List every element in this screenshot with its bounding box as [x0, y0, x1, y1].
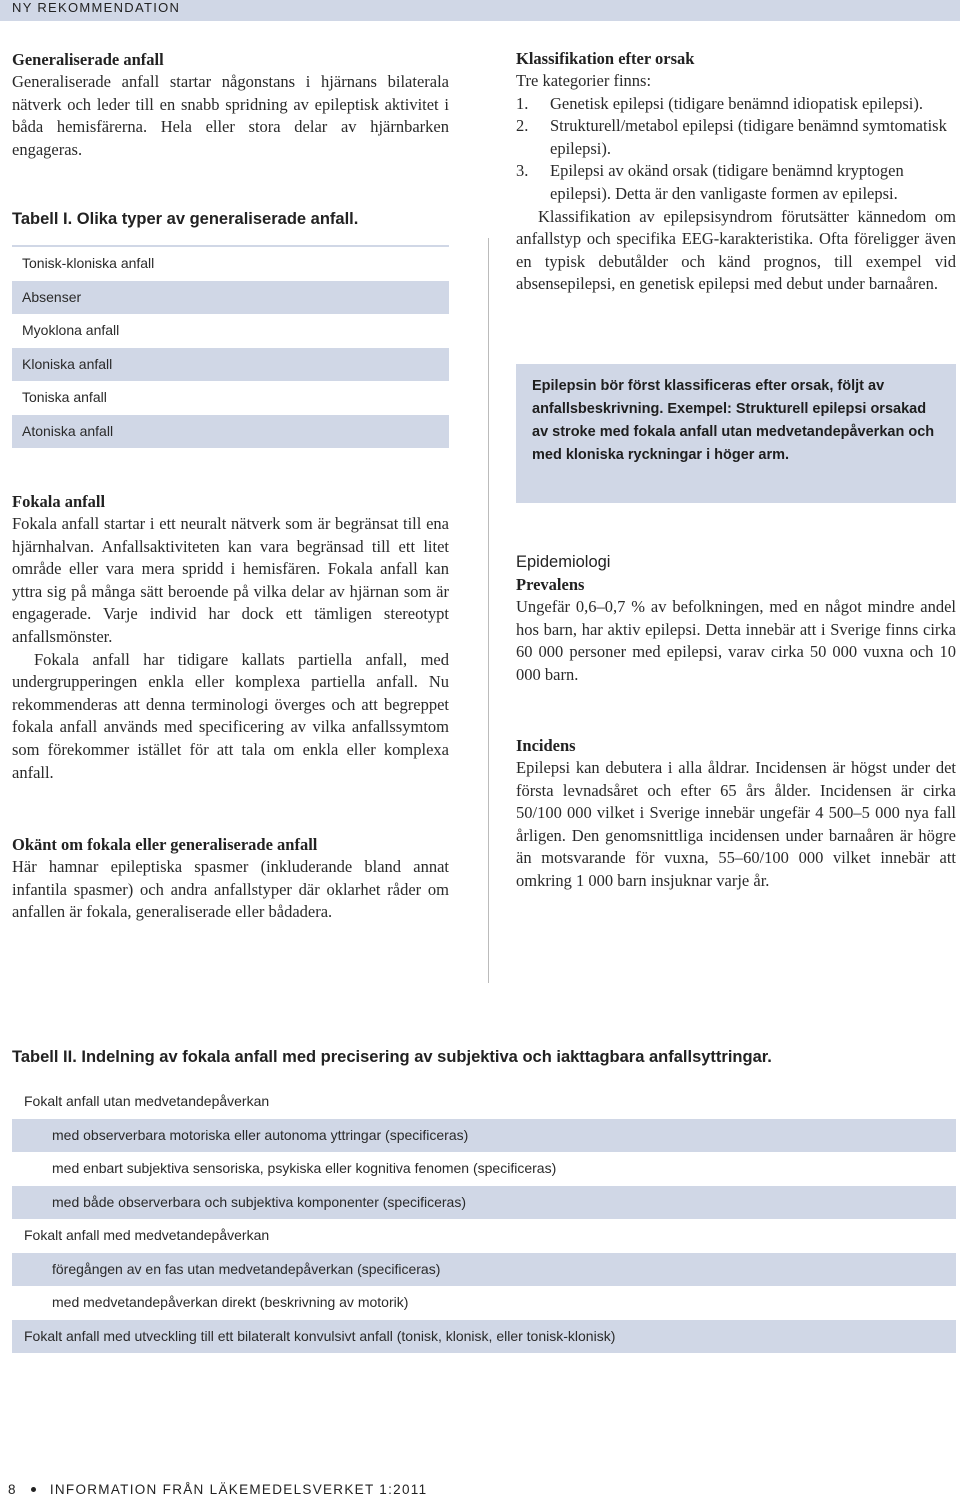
prevalence-body: Ungefär 0,6–0,7 % av befolkningen, med en något mindre andel hos barn, har aktiv epilepsi. Detta innebär att i Sverige finns cirka 60 000 personer med epilepsi, varav cirka 50 000 vuxna och 10 000 barn.: [516, 597, 956, 684]
recommendation-text: Epilepsin bör först klassificeras efter orsak, följt av anfallsbeskrivning. Exempel: Strukturell epilepsi orsakad av stroke med fokala anfall utan medvetandepåverkan och med kloniska ryckningar i höger arm.: [532, 378, 935, 463]
table2-row: med både observerbara och subjektiva komponenter (specificeras): [12, 1186, 956, 1220]
classification-heading: Klassifikation efter orsak: [516, 49, 695, 68]
incidence-body: Epilepsi kan debutera i alla åldrar. Incidensen är högst under det första levnadsåret och efter 65 års ålder. Incidensen är cirka 50/100 000 vilket i Sverige innebär ungefär 4 500–5 000 nya fall årligen. Den genomsnittliga incidensen under barnaåren är högre än motsvarande för vuxna, 55–60/100 000 vilket innebär att omkring 1 000 barn insjuknar varje år.: [516, 758, 956, 890]
epidemiology-heading: Epidemiologi: [516, 553, 611, 571]
item-number: 2.: [516, 116, 529, 136]
item-text: Strukturell/metabol epilepsi (tidigare benämnd symtomatisk epilepsi).: [550, 116, 947, 158]
classification-body: Klassifikation av epilepsisyndrom förutsätter kännedom om anfallstyp och specifika EEG-karakteristika. Ofta föreligger även en typisk debutålder och känd prognos, till exempel vid absensepilepsi, en genetisk epilepsi med debut under barnaåren.: [516, 206, 956, 294]
bullet-icon: [31, 1487, 36, 1492]
table2-row: föregången av en fas utan medvetandepåverkan (specificeras): [12, 1253, 956, 1287]
table1-row: Absenser: [12, 281, 449, 315]
table2-title: Tabell II. Indelning av fokala anfall med precisering av subjektiva och iakttagbara anfallsyttringar.: [12, 1048, 772, 1066]
generalized-heading: Generaliserade anfall: [12, 50, 164, 69]
recommendation-box: [516, 364, 956, 503]
unknown-section: [12, 834, 449, 924]
page-footer: [8, 1482, 427, 1498]
focal-section: [12, 491, 449, 784]
classification-intro: Tre kategorier finns:: [516, 71, 652, 90]
section-label: NY REKOMMENDATION: [12, 0, 181, 15]
classification-section: [516, 48, 956, 296]
table1-row: Tonisk-kloniska anfall: [22, 255, 155, 271]
table1: [12, 245, 449, 448]
left-column-top: [12, 49, 449, 161]
generalized-body: Generaliserade anfall startar någonstans i hjärnans bilaterala nätverk och leder till en snabb spridning av epileptisk aktivitet i båda hemisfärerna. Hela eller stora delar av hjärnbarken engageras.: [12, 72, 449, 159]
table2-row: Fokalt anfall utan medvetandepåverkan: [24, 1093, 270, 1109]
table2-row: med observerbara motoriska eller autonoma yttringar (specificeras): [12, 1119, 956, 1153]
publication-name: INFORMATION FRÅN LÄKEMEDELSVERKET 1:2011: [49, 1482, 428, 1497]
focal-paragraph-2: Fokala anfall har tidigare kallats partiella anfall, med undergrupperingen enkla eller komplexa partiella anfall. Nu rekommenderas att denna terminologi överges och att begreppet fokala anfall används med specificering av vilka anfallssymtom som förekommer istället för att tala om enkla eller komplexa anfall.: [12, 649, 449, 782]
classification-item-2: [516, 115, 956, 160]
item-text: Genetisk epilepsi (tidigare benämnd idiopatisk epilepsi).: [550, 93, 923, 113]
incidence-section: [516, 735, 956, 893]
page-number: 8: [8, 1482, 17, 1497]
table1-title: Tabell I. Olika typer av generaliserade anfall.: [12, 210, 359, 228]
table2-row: Fokalt anfall med medvetandepåverkan: [24, 1227, 270, 1243]
column-divider: [488, 238, 489, 983]
item-text: Epilepsi av okänd orsak (tidigare benämnd kryptogen epilepsi). Detta är den vanligaste formen av epilepsi.: [550, 161, 904, 203]
prevalence-heading: Prevalens: [516, 575, 585, 594]
table2: [12, 1085, 956, 1353]
focal-paragraph-1: Fokala anfall startar i ett neuralt nätverk som är begränsat till ena hjärnhalvan. Anfallsaktiviteten kan vara begränsad till ett litet område eller vara mera spridd i hemisfären. Fokala anfall kan yttra sig på många sätt beroende på vilka delar av hjärnan som är engagerade. Varje individ har dock ett tämligen stereotypt anfallsmönster.: [12, 514, 449, 646]
classification-item-1: [516, 93, 956, 116]
table1-row: Atoniska anfall: [12, 415, 449, 449]
prevalence-section: [516, 574, 956, 686]
classification-item-3: [516, 160, 956, 205]
table1-row: Kloniska anfall: [12, 348, 449, 382]
table1-row: Myoklona anfall: [22, 322, 120, 338]
unknown-heading: Okänt om fokala eller generaliserade anfall: [12, 835, 318, 854]
item-number: 3.: [516, 161, 529, 181]
table1-row: Toniska anfall: [22, 389, 107, 405]
incidence-heading: Incidens: [516, 736, 576, 755]
focal-heading: Fokala anfall: [12, 492, 106, 511]
item-number: 1.: [516, 93, 529, 113]
table2-row: med medvetandepåverkan direkt (beskrivning av motorik): [52, 1294, 409, 1310]
table2-row: med enbart subjektiva sensoriska, psykiska eller kognitiva fenomen (specificeras): [52, 1160, 557, 1176]
table2-row: Fokalt anfall med utveckling till ett bilateralt konvulsivt anfall (tonisk, klonisk, eller tonisk-klonisk): [12, 1320, 956, 1354]
unknown-body: Här hamnar epileptiska spasmer (inkluderande bland annat infantila spasmer) och andra anfallstyper där oklarhet råder om anfallen är fokala, generaliserade eller bådadera.: [12, 857, 449, 922]
